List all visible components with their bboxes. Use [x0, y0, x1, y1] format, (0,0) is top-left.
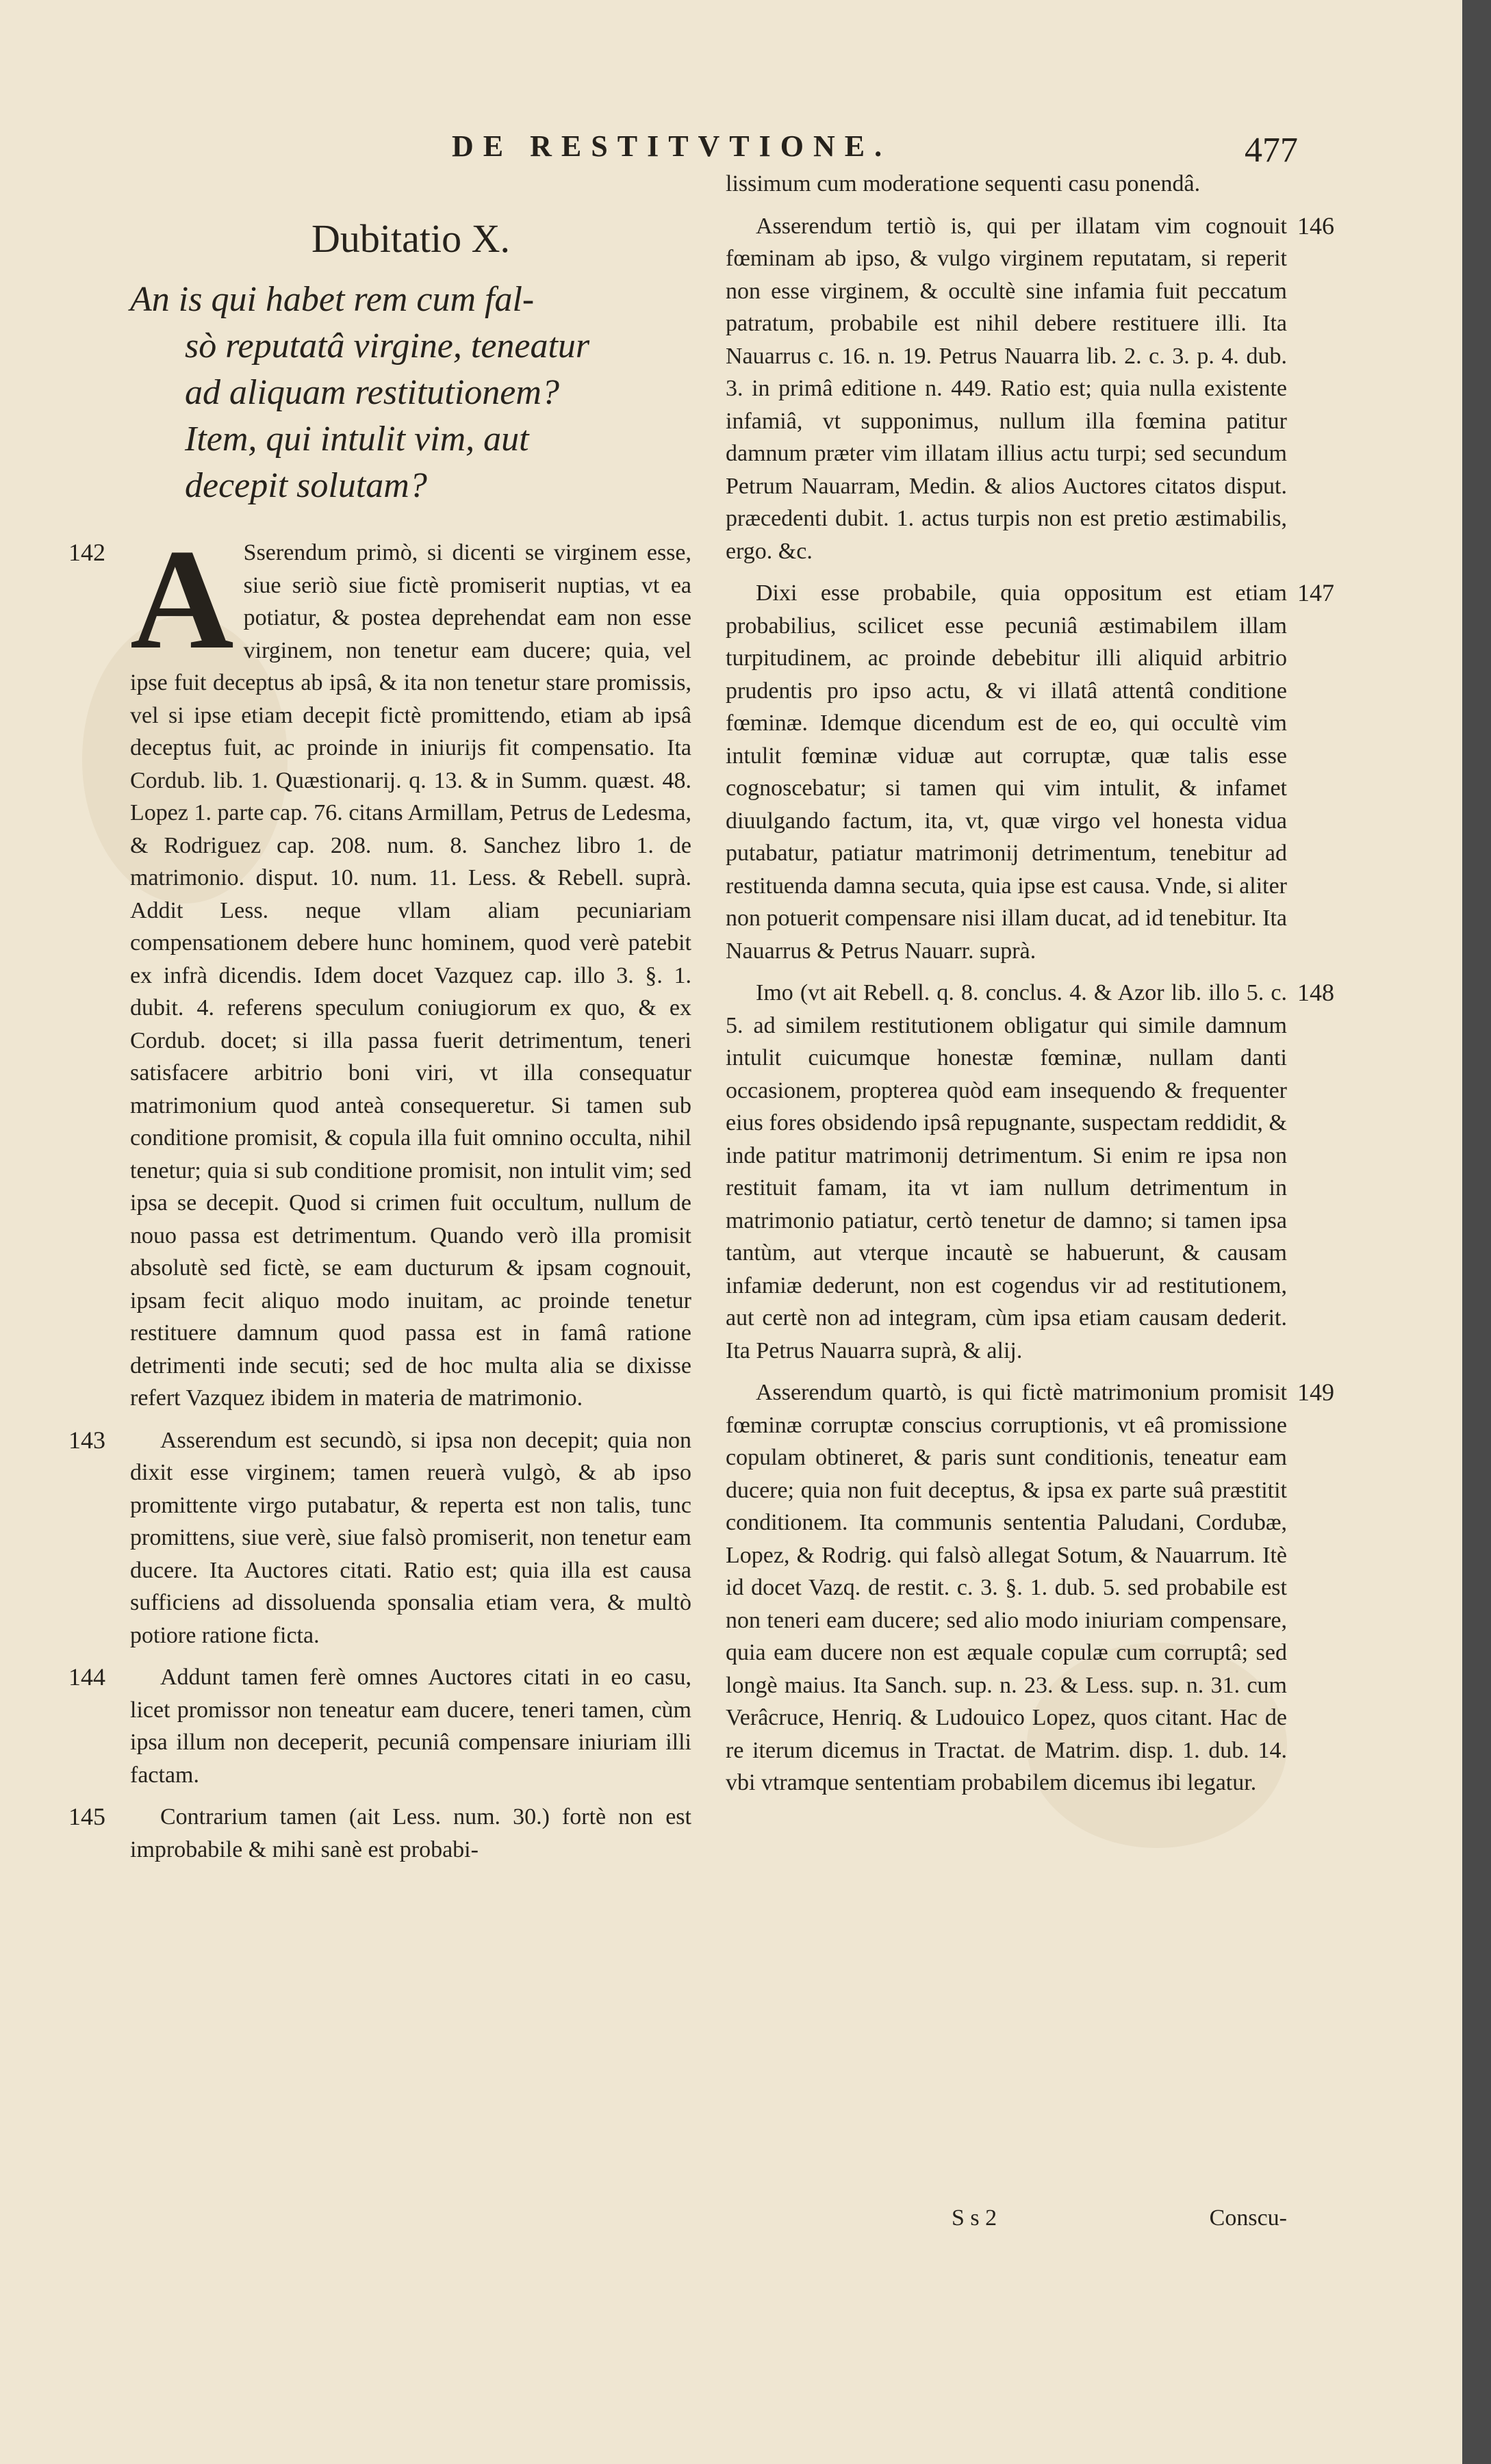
drop-cap: A: [130, 520, 234, 679]
paragraph-text: Asserendum est secundò, si ipsa non decepit; quia non dixit esse virginem; tamen reuerà vulgò, & ab ipso promittente virgo putabatur, & reperta est non talis, tunc promittens, siue verè, siue falsò promiserit, non tenetur eam ducere. Ita Auctores citati. Ratio est; quia illa est causa sufficiens ad dissoluenda sponsalia etiam vera, & multò potiore ratione ficta.: [130, 1427, 691, 1648]
margin-number: 147: [1297, 579, 1334, 606]
signature-mark: S s 2: [952, 2205, 997, 2231]
right-column: [726, 168, 1334, 1809]
question-heading: [130, 277, 691, 509]
margin-number: 148: [1297, 979, 1334, 1006]
section-title: Dubitatio X.: [311, 216, 510, 261]
paragraph-149: [726, 1376, 1334, 1799]
page-number: 477: [1245, 131, 1298, 170]
paragraph-143: [68, 1424, 691, 1652]
question-line: decepit solutam?: [185, 466, 427, 505]
margin-number: 144: [68, 1663, 105, 1691]
paragraph-text: Dixi esse probabile, quia oppositum est etiam probabilius, scilicet esse pecuniâ æstimabilem illam turpitudinem, ac proinde debebitur illi aliquid arbitrio prudentis pro ipso actu, & vi illatâ attentâ conditione fœminæ. Idemque dicendum est de eo, qui occultè vim intulit fœminæ viduæ aut corruptæ, quæ talis esse cognoscebatur; si tamen qui vim intulit, & infamet diuulgando factum, ita, vt, quæ virgo vel honesta vidua putabatur, patiatur matrimonij detrimentum, tenebitur ad restituenda damna secuta, quia ipse est causa. Vnde, si aliter non potuerit compensare nisi illam ducat, ad id tenebitur. Ita Nauarrus & Petrus Nauarr. suprà.: [726, 580, 1287, 964]
paragraph-text: Contrarium tamen (ait Less. num. 30.) fortè non est improbabile & mihi sanè est probabi-: [130, 1804, 691, 1862]
paragraph-continuation: lissimum cum moderatione sequenti casu ponendâ.: [726, 171, 1201, 196]
margin-number: 143: [68, 1426, 105, 1454]
paragraph-142: [68, 520, 691, 1415]
paragraph-144: [68, 1661, 691, 1791]
paragraph-text: Addunt tamen ferè omnes Auctores citati in eo casu, licet promissor non teneatur eam ducere, teneri tamen, cùm ipsa illum non deceperit, pecuniâ compensare iniuriam illi factam.: [130, 1665, 691, 1788]
question-line: ad aliquam restitutionem?: [185, 373, 559, 412]
question-line: Item, qui intulit vim, aut: [185, 420, 529, 459]
paragraph-148: [726, 977, 1334, 1367]
paragraph-text: Asserendum tertiò is, qui per illatam vim cognouit fœminam ab ipso, & vulgo virginem reputatam, si reperit non esse virginem, & occultè sine infamia fuit peccatum patratum, probabile est nihil debere restituere illi. Ita Nauarrus c. 16. n. 19. Petrus Nauarra lib. 2. c. 3. p. 4. dub. 3. in primâ editione n. 449. Ratio est; quia nulla existente infamiâ, vt supponimus, nullum illa fœmina patitur damnum præter vim illatam illius actu turpi; sed secundum Petrum Nauarram, Medin. & alios Auctores citatos disput. præcedenti dubit. 1. actus turpis non est pretio æstimabilis, ergo. &c.: [726, 213, 1287, 564]
margin-number: 146: [1297, 211, 1334, 240]
paragraph-text: Asserendum quartò, is qui fictè matrimonium promisit fœminæ corruptæ conscius corruptionis, vt eâ promissione copulam obtineret, & paris sunt conditionis, teneatur eam ducere; quia non fuit deceptus, & ipsa ex parte suâ præstitit conditionem. Ita communis sententia Paludani, Cordubæ, Lopez, & Rodrig. qui falsò allegat Sotum, & Nauarrum. Itè id docet Vazq. de restit. c. 3. §. 1. dub. 5. sed probabile est non teneri eam ducere; sed alio modo iniuriam compensare, quia eam ducere non est æquale copulæ cum corruptâ; sed longè maius. Ita Sanch. sup. n. 23. & Less. sup. n. 31. cum Verâcruce, Henriq. & Ludouico Lopez, quos citant. Hac de re iterum dicemus in Tractat. de Matrim. disp. 1. dub. 14. vbi vtramque sententiam probabilem dicemus ibi legatur.: [726, 1380, 1287, 1795]
question-line: An is qui habet rem cum fal-: [130, 280, 535, 319]
paragraph-text: Imo (vt ait Rebell. q. 8. conclus. 4. & Azor lib. illo 5. c. 5. ad similem restitutionem obligatur qui simile damnum intulit cuicumque honestæ fœminæ, nullam danti occasionem, propterea quòd eam insequendo & frequenter eius fores obsidendo ipsâ repugnante, suspectam reddidit, & inde patitur matrimonij detrimentum. Si enim re ipsa non restituit famam, ita vt iam nullum detrimentum in matrimonio patiatur, certò tenetur de damno; si tamen ipsa tantùm, aut vterque incautè se habuerunt, & causam infamiæ dederunt, non est cogendus vir ad restitutionem, aut certè non ad integram, cùm ipsa etiam causam dederit. Ita Petrus Nauarra suprà, & alij.: [726, 980, 1287, 1363]
question-line: sò reputatâ virgine, teneatur: [185, 326, 590, 365]
running-title: DE RESTITVTIONE.: [452, 129, 892, 163]
margin-number: 145: [68, 1803, 105, 1830]
left-column: [68, 168, 691, 1875]
margin-number: 149: [1297, 1378, 1334, 1406]
catchword: Conscu-: [1209, 2205, 1287, 2231]
margin-number: 142: [68, 539, 105, 566]
paragraph-145: [68, 1801, 691, 1866]
scan-background: [1462, 0, 1491, 2464]
paragraph-146: [726, 210, 1334, 568]
paragraph-text: Sserendum primò, si dicenti se virginem esse, siue seriò siue fictè promiserit nuptias, vt ea potiatur, & postea deprehendat eam non esse virginem, non tenetur eam ducere; quia, vel ipse fuit deceptus ab ipsâ, & ita non tenetur stare promissis, vel si ipse etiam decepit fictè promittendo, etiam ab ipsâ deceptus fuit, ac proinde in iniurijs fit compensatio. Ita Cordub. lib. 1. Quæstionarij. q. 13. & in Summ. quæst. 48. Lopez 1. parte cap. 76. citans Armillam, Petrus de Ledesma, & Rodriguez cap. 208. num. 8. Sanchez libro 1. de matrimonio. disput. 10. num. 11. Less. & Rebell. suprà. Addit Less. neque vllam aliam pecuniariam compensationem debere hunc hominem, quod verè patebit ex infrà dicendis. Idem docet Vazquez cap. illo 3. §. 1. dubit. 4. referens speculum coniugiorum ex quo, & ex Cordub. docet; si illa passa fuerit detrimentum, teneri satisfacere arbitrio boni viri, vt illa consequatur matrimonium quod anteà consequeretur. Si tamen sub conditione promisit, & copula illa fuit omnino occulta, nihil tenetur; quia si sub conditione promisit, non intulit vim; sed ipsa se decepit. Quod si crimen fuit occultum, nullum de nouo passa est detrimentum. Quando verò illa promisit absolutè sed fictè, se eam ducturum & ipsam cognouit, ipsam fecit aliquo modo inuitam, ac proinde tenetur restituere damnum quod passa est in famâ ratione detrimenti inde secuti; sed de hoc multa alia se dixisse refert Vazquez ibidem in materia de matrimonio.: [130, 540, 691, 1411]
paragraph-147: [726, 577, 1334, 967]
